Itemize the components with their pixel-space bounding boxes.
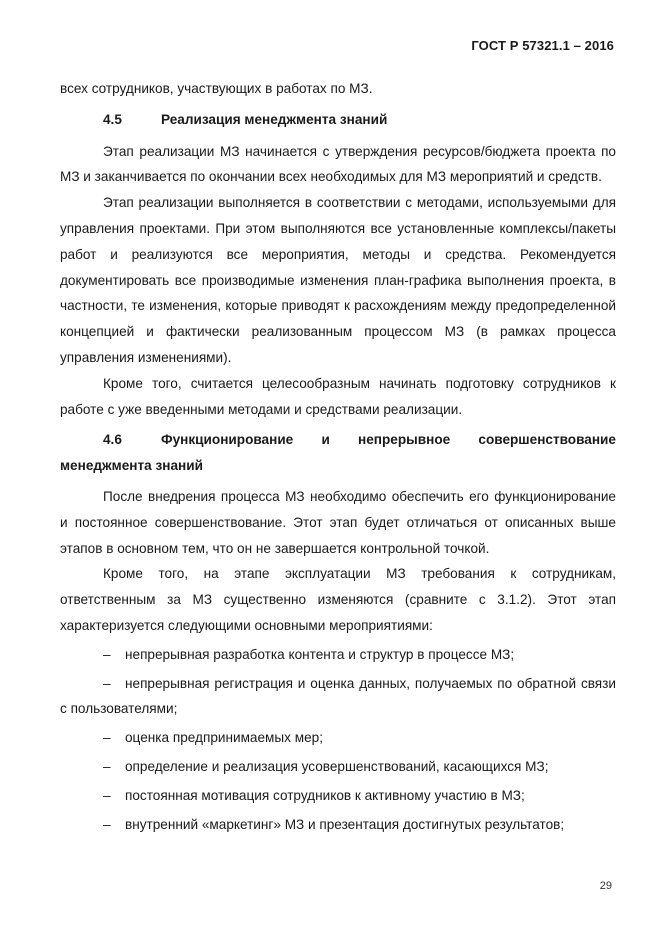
section-4-5-paragraph-3: Кроме того, считается целесообразным начинать подготовку сотрудников к работе с уже введенными методами и средствами реализации. xyxy=(60,375,616,417)
list-dash: – xyxy=(103,816,111,832)
document-code-header: ГОСТ Р 57321.1 – 2016 xyxy=(471,38,614,53)
list-item-text: непрерывная разработка контента и структур в процессе МЗ; xyxy=(125,646,515,662)
intro-continuation-text: всех сотрудников, участвующих в работах по МЗ. xyxy=(60,81,373,96)
section-4-6-title-word-4: совершенствование xyxy=(478,432,616,448)
list-item xyxy=(60,671,616,723)
list-item xyxy=(60,642,616,668)
section-4-5-heading xyxy=(60,107,616,133)
document-body xyxy=(60,76,616,837)
section-4-6-heading-line-2: менеджмента знаний xyxy=(60,458,203,474)
section-4-5-paragraph-1: Этап реализации МЗ начинается с утверждения ресурсов/бюджета проекта по МЗ и заканчивается по окончании всех необходимых для МЗ мероприятий и средств. xyxy=(60,143,616,185)
list-dash: – xyxy=(103,646,111,662)
section-4-6-paragraph-1: После внедрения процесса МЗ необходимо обеспечить его функционирование и постоянное совершенствование. Этот этап будет отличаться от описанных выше этапов в основном тем, что он не завершается контрольной точкой. xyxy=(60,488,616,556)
list-item-text: оценка предпринимаемых мер; xyxy=(125,730,323,746)
section-4-6-number: 4.6 xyxy=(103,432,122,448)
list-item-text: непрерывная регистрация и оценка данных, получаемых по обратной связи с пользователями; xyxy=(60,675,616,717)
section-4-6-title-word-1: Функционирование xyxy=(161,432,294,448)
page-number: 29 xyxy=(599,880,612,892)
section-4-6-heading xyxy=(60,427,616,479)
list-item xyxy=(60,725,616,751)
list-item-text: внутренний «маркетинг» МЗ и презентация достигнутых результатов; xyxy=(125,816,565,832)
list-dash: – xyxy=(103,758,111,774)
section-4-5-paragraph-2: Этап реализации выполняется в соответствии с методами, используемыми для управления проектами. При этом выполняются все установленные комплексы/пакеты работ и реализуются все мероприятия, методы и средства. Рекомендуется документировать все производимые изменения план-графика выполнения проекта, в частности, те изменения, которые приводят к расхождениям между предопределенной концепцией и фактически реализованным процессом МЗ (в рамках процесса управления изменениями). xyxy=(60,195,616,365)
section-4-6-title-word-3: непрерывное xyxy=(358,432,451,448)
section-4-5-number: 4.5 xyxy=(103,111,122,127)
list-item-text: определение и реализация усовершенствований, касающихся МЗ; xyxy=(125,758,549,774)
list-dash: – xyxy=(103,675,111,691)
section-4-6-title-words xyxy=(143,427,616,453)
section-4-6-paragraph-2: Кроме того, на этапе эксплуатации МЗ требования к сотрудникам, ответственным за МЗ существенно изменяются (сравните с 3.1.2). Этот этап характеризуется следующими основными мероприятиями: xyxy=(60,566,616,633)
section-4-6-title-word-2: и xyxy=(321,432,330,448)
list-item xyxy=(60,812,616,838)
list-dash: – xyxy=(103,730,111,746)
section-4-5-title: Реализация менеджмента знаний xyxy=(161,111,388,127)
list-item xyxy=(60,783,616,809)
section-4-6-heading-line-1 xyxy=(60,427,616,453)
list-item xyxy=(60,754,616,780)
list-dash: – xyxy=(103,787,111,803)
list-item-text: постоянная мотивация сотрудников к активному участию в МЗ; xyxy=(125,787,525,803)
